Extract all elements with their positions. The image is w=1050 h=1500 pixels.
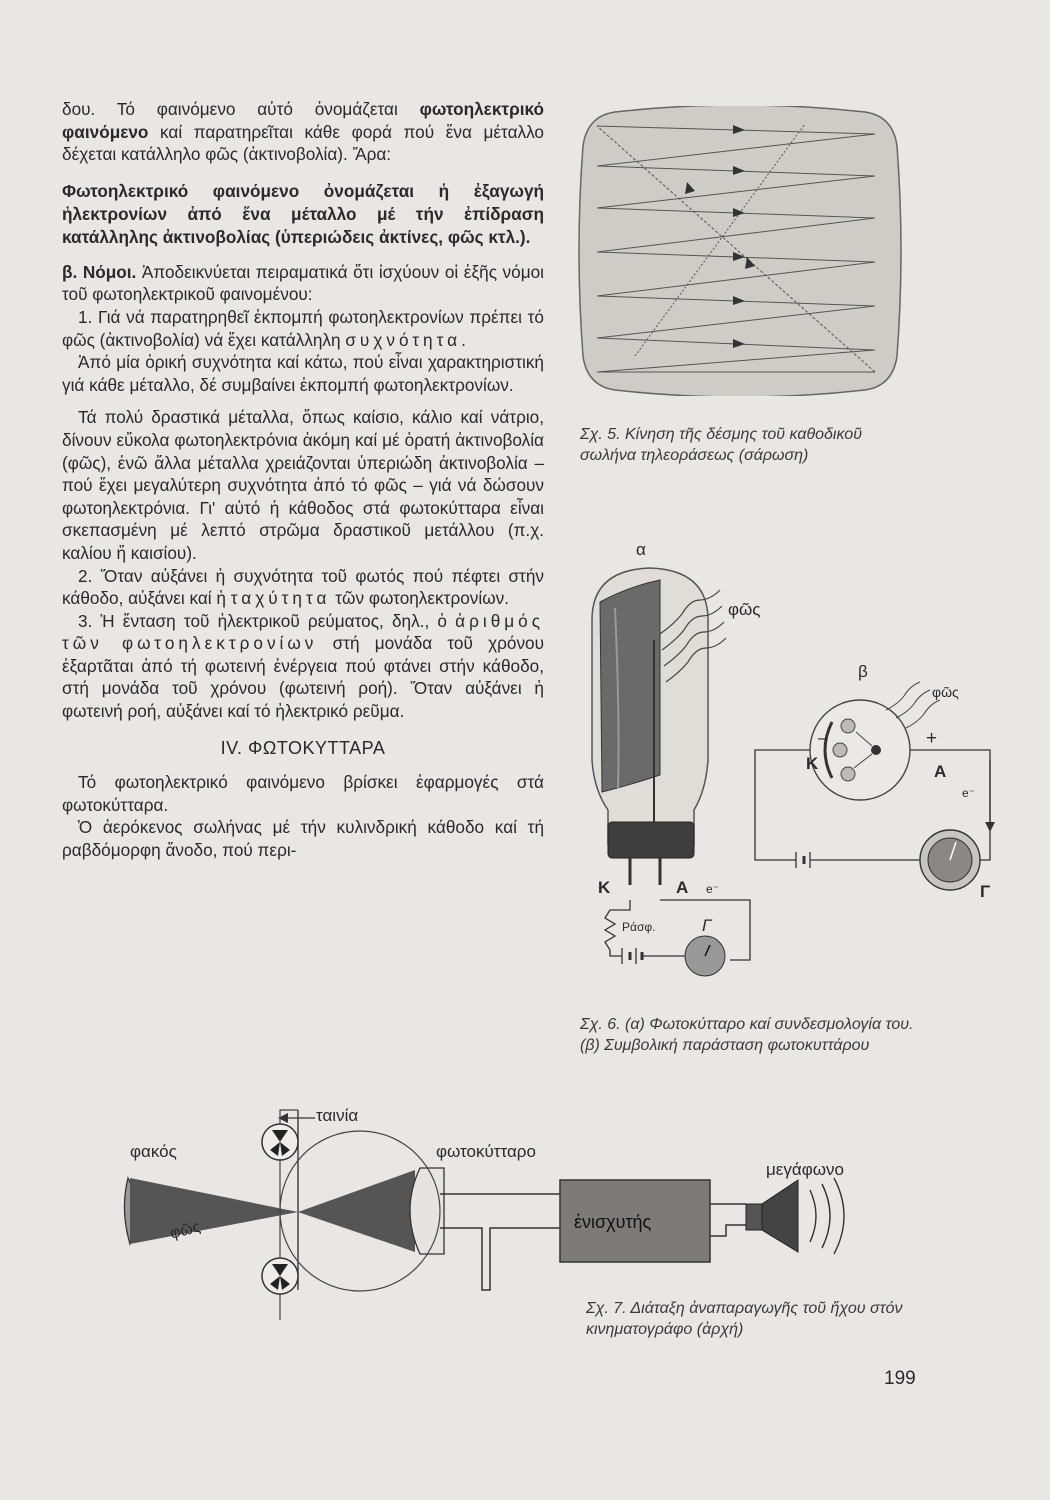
fig6-label-gamma-bottom: Γ [702, 916, 712, 935]
fig6-label-a-right: Α [934, 762, 947, 781]
fig6-label-light-1: φῶς [728, 600, 761, 619]
fig6-label-electron-right: e⁻ [962, 786, 976, 800]
fig6-label-minus: – [818, 728, 828, 747]
sound-waves [810, 1178, 844, 1254]
figure-5-tv-scan [575, 106, 905, 396]
fig7-label-speaker: μεγάφωνο [766, 1160, 844, 1179]
fig6-label-k-right: Κ [806, 754, 819, 773]
paragraph-intro: δου. Τό φαινόμενο αὐτό ὀνομάζεται φωτοηλεκτρικό φαινόμενο καί παρατηρεῖται κάθε φορά πού ἕνα μέταλλο δέχεται κατάλληλο φῶς (ἀκτινοβολία). Ἄρα: [62, 99, 544, 165]
paragraph-applications: Τό φωτοηλεκτρικό φαινόμενο βρίσκει ἐφαρμογές στά φωτοκύτταρα. [62, 772, 544, 815]
definition: Φωτοηλεκτρικό φαινόμενο ὀνομάζεται ἡ ἐξαγωγή ἠλεκτρονίων ἀπό ἕνα μέταλλο μέ τήν ἐπίδραση κατάλληλης ἀκτινοβολίας (ὑπεριώδεις ἀκτίνες, φῶς κτλ.). [62, 180, 544, 247]
fig6-label-plus: + [926, 728, 938, 749]
caption-fig6: Σχ. 6. (α) Φωτοκύτταρο καί συνδεσμολογία του. (β) Συμβολική παράσταση φωτοκυττάρου [580, 1016, 914, 1054]
fig6-label-k-bottom: Κ [598, 878, 611, 897]
paragraph-metals: Τά πολύ δραστικά μέταλλα, ὅπως καίσιο, κάλιο καί νάτριο, δίνουν εὔκολα φωτοηλεκτρόνια ἀκόμη καί μέ ὁρατή ἀκτινοβολία (φῶς), ἐνῶ ἄλλα μέταλλα χρειάζονται ὑπεριώδη ἀκτινοβολία – πού ἔχει μεγαλύτερη συχνότητα ἀπό τό φῶς – γιά νά δώσουν φωτοηλεκτρόνια. Γι' αὐτό ἡ κάθοδος στά φωτοκύτταρα εἶναι σκεπασμένη μέ λεπτό στρῶμα δραστικοῦ μετάλλου (π.χ. καλίου ἤ καισίου). [62, 407, 544, 563]
photocell-bulb [410, 1168, 444, 1254]
fig7-label-tape: ταινία [316, 1106, 359, 1125]
main-text-column [62, 98, 544, 862]
page-number: 199 [884, 1368, 916, 1389]
term-photoelectric: φωτοηλεκτρικό φαινόμενο [62, 99, 544, 142]
tube-base [608, 822, 694, 858]
fig6-label-a-bottom: Α [676, 878, 689, 897]
paragraph-laws-intro: β. Νόμοι. Ἀποδεικνύεται πειραματικά ὅτι ἰσχύουν οἱ ἑξῆς νόμοι τοῦ φωτοηλεκτρικοῦ φαινομένου: [62, 261, 544, 305]
fig7-label-amplifier: ἐνισχυτής [574, 1212, 652, 1232]
light-beam-out [298, 1170, 415, 1252]
fig7-label-light: φῶς [168, 1218, 203, 1243]
section-title: IV. ΦΩΤΟΚΥΤΤΑΡΑ [220, 737, 386, 758]
fig6-label-b: β [858, 662, 868, 681]
caption-fig5: Σχ. 5. Κίνηση τῆς δέσμης τοῦ καθοδικοῦ σωλήνα τηλεοράσεως (σάρωση) [580, 426, 862, 464]
fig6-label-electron-bottom: e⁻ [706, 882, 720, 896]
fig7-label-photocell: φωτοκύτταρο [436, 1142, 536, 1161]
light-beam-in [130, 1178, 298, 1244]
speaker-cone [762, 1180, 798, 1252]
fig6-label-a: α [636, 540, 646, 559]
figure-7-cinema-sound [110, 1100, 930, 1320]
law-1: 1. Γιά νά παρατηρηθεῖ ἐκπομπή φωτοηλεκτρονίων πρέπει τό φῶς (ἀκτινοβολία) νά ἔχει κατάλληλη συχνότητα. [62, 306, 544, 350]
paragraph-tube: Ὁ ἀερόκενος σωλήνας μέ τήν κυλινδρική κάθοδο καί τή ραβδόμορφη ἄνοδο, πού περι- [62, 817, 544, 861]
law-2: 2. Ὅταν αὐξάνει ἡ συχνότητα τοῦ φωτός πού πέφτει στήν κάθοδο, αὐξάνει καί ἡ ταχύτητα τῶν φωτοηλεκτρονίων. [62, 565, 544, 609]
figure-6-photocell [560, 560, 1020, 980]
law-1-threshold: Ἀπό μία ὁρική συχνότητα καί κάτω, πού εἶναι χαρακτηριστική γιά κάθε μέταλλο, δέ συμβαίνει ἐκπομπή φωτοηλεκτρονίων. [62, 352, 544, 395]
fig6-label-gamma-right: Γ [980, 882, 991, 901]
speaker-magnet [746, 1204, 762, 1230]
caption-fig7: Σχ. 7. Διάταξη ἀναπαραγωγῆς τοῦ ἤχου στόν κινηματογράφο (ἀρχή) [586, 1300, 903, 1338]
cathode-plate [600, 580, 660, 792]
fig6-label-light-2: φῶς [932, 684, 959, 700]
fig7-label-lens: φακός [130, 1142, 177, 1161]
fig6-label-resistor: Ράσφ. [622, 920, 656, 934]
law-3: 3. Ἡ ἔνταση τοῦ ἠλεκτρικοῦ ρεύματος, δηλ., ὁ ἀριθμός τῶν φωτοηλεκτρονίων στή μονάδα τοῦ χρόνου ἐξαρτᾶται ἀπό τή φωτεινή ἐνέργεια πού φτάνει στήν κάθοδο, στή μονάδα τοῦ χρόνου (φωτεινή ροή). Ὅταν αὐξάνει ἡ φωτεινή ροή, αὐξάνει καί τό ἠλεκτρικό ρεῦμα. [62, 610, 544, 722]
